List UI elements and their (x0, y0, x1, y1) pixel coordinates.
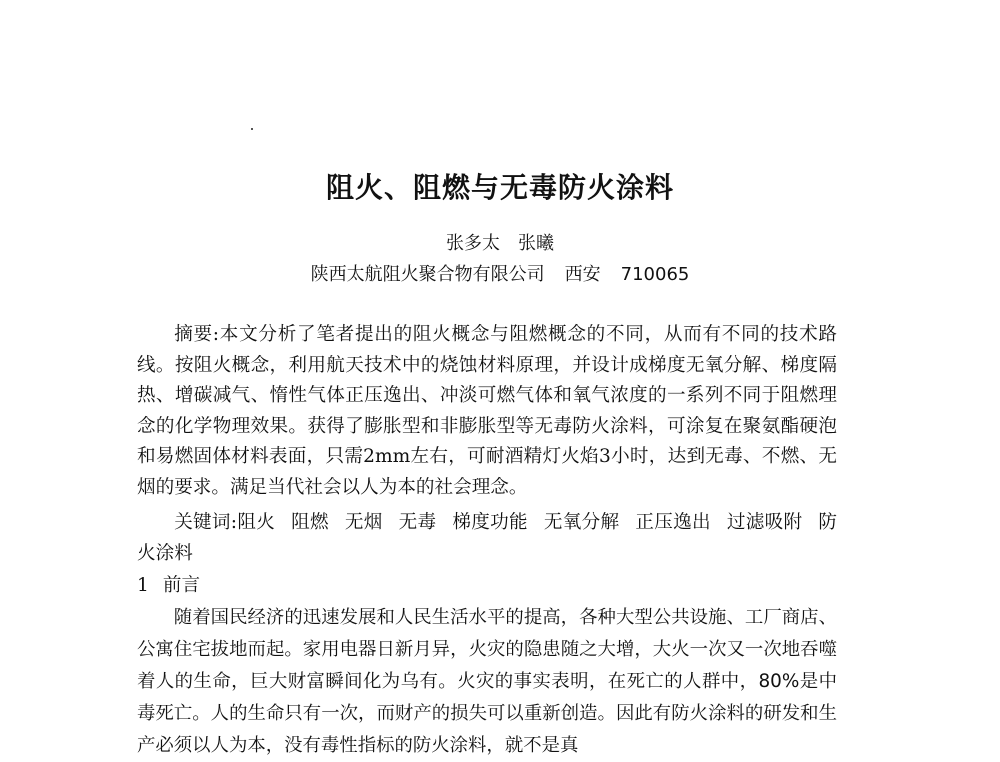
affiliation-org: 陕西太航阻火聚合物有限公司 (310, 264, 545, 285)
abstract-label: 摘要: (174, 324, 220, 345)
intro-paragraph: 随着国民经济的迅速发展和人民生活水平的提高，各种大型公共设施、工厂商店、公寓住宅拔地而起。家用电器日新月异，火灾的隐患随之大增，大火一次又一次地吞噬着人的生命，巨大财富瞬间化为乌有。火灾的事实表明，在死亡的人群中，80%是中毒死亡。人的生命只有一次，而财产的损失可以重新创造。因此有防火涂料的研发和生产必须以人为本，没有毒性指标的防火涂料，就不是真 (137, 607, 837, 756)
author-name: 张多太 (446, 233, 500, 254)
affiliation-postcode: 710065 (620, 264, 690, 285)
keyword: 阻燃 (291, 512, 329, 533)
abstract-text: 本文分析了笔者提出的阻火概念与阻燃概念的不同，从而有不同的技术路线。按阻火概念，利用航天技术中的烧蚀材料原理，并设计成梯度无氧分解、梯度隔热、增碳减气、惰性气体正压逸出、冲淡可燃气体和氧气浓度的一系列不同于阻燃理念的化学物理效果。获得了膨胀型和非膨胀型等无毒防火涂料，可涂复在聚氨酯硬泡和易燃固体材料表面，只需2mm左右，可耐酒精灯火焰3小时，达到无毒、不燃、无烟的要求。满足当代社会以人为本的社会理念。 (137, 324, 837, 498)
scan-speck (251, 128, 253, 130)
keyword: 无毒 (398, 512, 437, 533)
keywords (137, 508, 837, 569)
author-name: 张曦 (518, 233, 554, 254)
keyword: 无烟 (344, 512, 383, 533)
section-title: 前言 (162, 575, 201, 596)
paper-title: 阻火、阻燃与无毒防火涂料 (325, 171, 674, 204)
affiliation-city: 西安 (564, 264, 601, 285)
section-number: 1 (137, 575, 149, 596)
keyword: 过滤吸附 (726, 512, 803, 533)
affiliation (0, 263, 1000, 287)
keyword: 阻火 (237, 512, 276, 533)
keyword: 正压逸出 (635, 512, 711, 533)
keywords-label: 关键词: (174, 512, 238, 533)
abstract (137, 320, 837, 503)
keyword: 梯度功能 (452, 512, 528, 533)
keyword: 无氧分解 (543, 512, 620, 533)
keyword: 防火涂料 (137, 512, 837, 564)
section-heading (137, 571, 200, 601)
author-list (0, 232, 1000, 256)
